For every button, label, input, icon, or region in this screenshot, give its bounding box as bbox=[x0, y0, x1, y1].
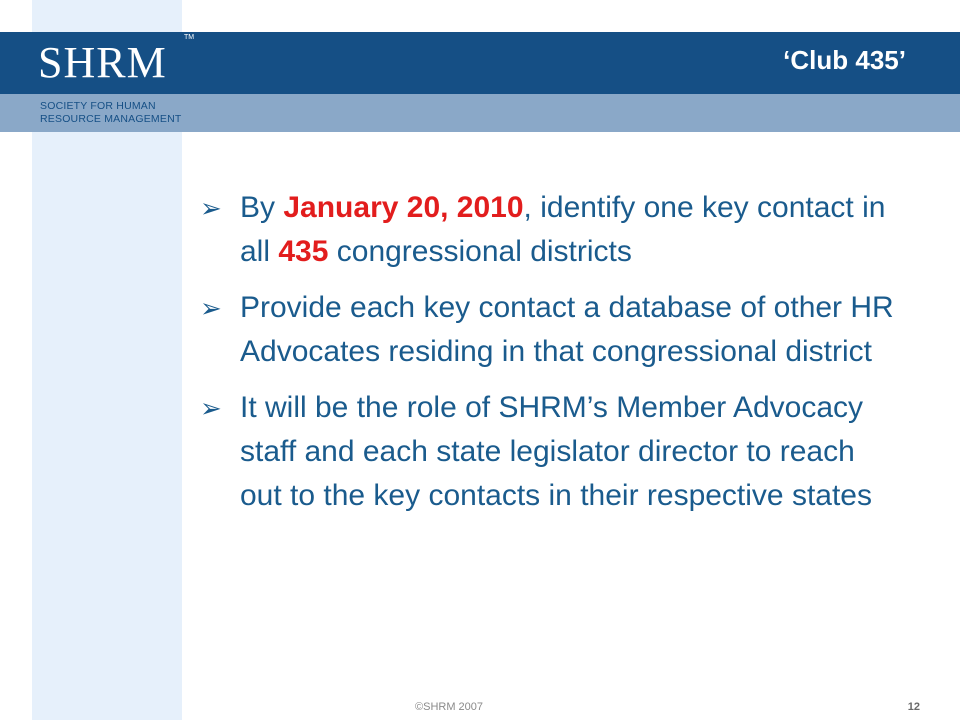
arrow-bullet-icon: ➢ bbox=[200, 193, 222, 223]
arrow-bullet-icon: ➢ bbox=[200, 393, 222, 423]
page-number: 12 bbox=[907, 701, 920, 713]
logo-line-1: SOCIETY FOR HUMAN bbox=[40, 100, 156, 112]
logo-letters: SHRM bbox=[38, 38, 167, 87]
highlight-date: January 20, 2010 bbox=[283, 191, 524, 224]
logo-line-2: RESOURCE MANAGEMENT bbox=[40, 113, 182, 125]
bullet-item-3: ➢ It will be the role of SHRM’s Member Advocacy staff and each state legislator director to reach out to the key contacts in their respective states bbox=[200, 386, 900, 518]
shrm-logo bbox=[32, 32, 195, 132]
bullet-list bbox=[200, 186, 900, 530]
arrow-bullet-icon: ➢ bbox=[200, 293, 222, 323]
footer-copyright: ©SHRM 2007 bbox=[415, 701, 484, 713]
bullet-item-2: ➢ Provide each key contact a database of other HR Advocates residing in that congressional district bbox=[200, 286, 900, 374]
logo-trademark: TM bbox=[184, 34, 195, 41]
bullet-item-1: ➢ By January 20, 2010, identify one key contact in all 435 congressional districts bbox=[200, 186, 900, 274]
highlight-number: 435 bbox=[278, 235, 329, 268]
slide-title: ‘Club 435’ bbox=[783, 45, 906, 75]
